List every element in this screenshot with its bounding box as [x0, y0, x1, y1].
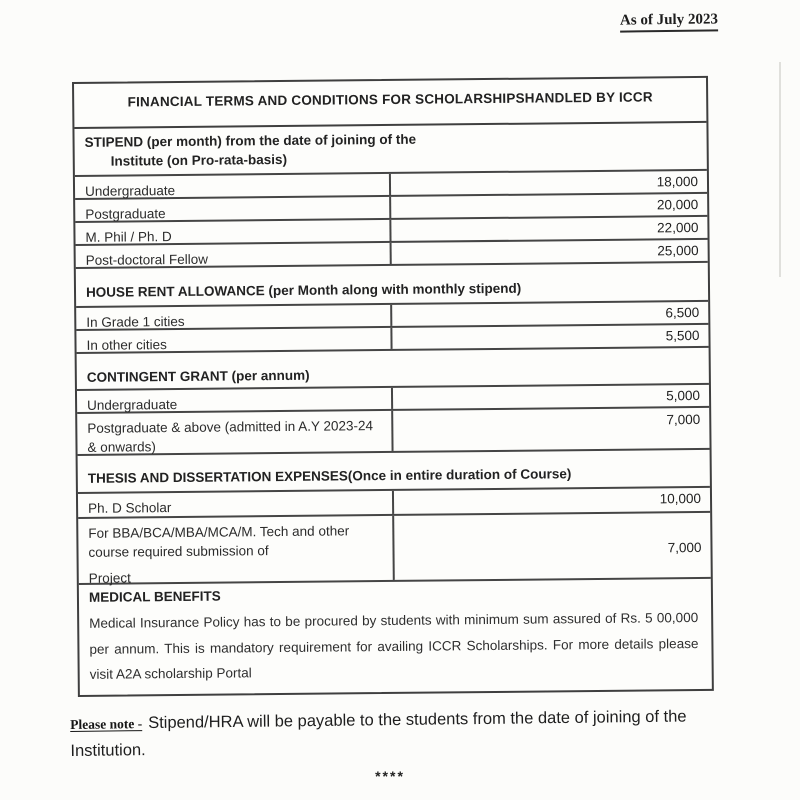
- scan-edge-artifact: [779, 62, 781, 277]
- table-row: [78, 513, 711, 585]
- date-note: As of July 2023: [620, 11, 718, 32]
- row-value: 20,000: [656, 196, 699, 213]
- table-title: FINANCIAL TERMS AND CONDITIONS FOR SCHOLARSHIPSHANDLED BY ICCR: [74, 78, 706, 129]
- row-label-line2: Project: [88, 570, 131, 586]
- hra-section-heading: HOUSE RENT ALLOWANCE (per Month along with monthly stipend): [76, 277, 708, 308]
- row-label: Postgraduate & above (admitted in A.Y 2023-24 & onwards): [77, 411, 393, 454]
- footer-note-text: Stipend/HRA will be payable to the students from the date of joining of the Institution.: [70, 707, 687, 760]
- table-row: [77, 408, 709, 456]
- row-value: 18,000: [656, 173, 699, 190]
- row-value: 6,500: [665, 304, 700, 321]
- medical-section-body: Medical Insurance Policy has to be procured by students with minimum sum assured of Rs. 5 00,000 per annum. This is mandatory requirement for availing ICCR Scholarships. For more details please visit A2A scholarship Portal: [89, 610, 699, 682]
- row-label: Postgraduate: [75, 197, 391, 221]
- footer-note-label: Please note -: [70, 716, 143, 732]
- row-value: 5,500: [665, 327, 700, 344]
- end-of-document-stars: ****: [375, 768, 405, 784]
- row-label: Undergraduate: [77, 388, 393, 412]
- row-value: 7,000: [666, 411, 701, 428]
- thesis-section-heading: THESIS AND DISSERTATION EXPENSES(Once in entire duration of Course): [78, 463, 710, 494]
- row-value: 22,000: [657, 219, 699, 236]
- row-label: [78, 516, 395, 586]
- stipend-heading-line2: Institute (on Pro-rata-basis): [110, 151, 288, 169]
- row-label: In other cities: [76, 328, 392, 352]
- stipend-heading-line1: STIPEND (per month) from the date of joining of the: [84, 131, 417, 150]
- row-label: M. Phil / Ph. D: [75, 220, 391, 244]
- row-label-line1: For BBA/BCA/MBA/MCA/M. Tech and other course required submission of: [88, 523, 350, 560]
- financial-terms-table: [72, 76, 714, 697]
- row-value: 7,000: [667, 539, 702, 556]
- row-value: 25,000: [657, 242, 699, 259]
- row-value: 5,000: [666, 387, 701, 404]
- footer-note: [70, 703, 731, 765]
- row-value: 10,000: [659, 490, 702, 507]
- stipend-section-heading: [74, 123, 706, 177]
- row-label: Post-doctoral Fellow: [76, 243, 392, 267]
- row-label: Undergraduate: [75, 174, 391, 198]
- medical-section-heading: MEDICAL BENEFITS: [88, 588, 221, 605]
- contingent-section-heading: CONTINGENT GRANT (per annum): [77, 362, 709, 391]
- row-label: In Grade 1 cities: [76, 305, 392, 329]
- row-label: Ph. D Scholar: [78, 491, 394, 517]
